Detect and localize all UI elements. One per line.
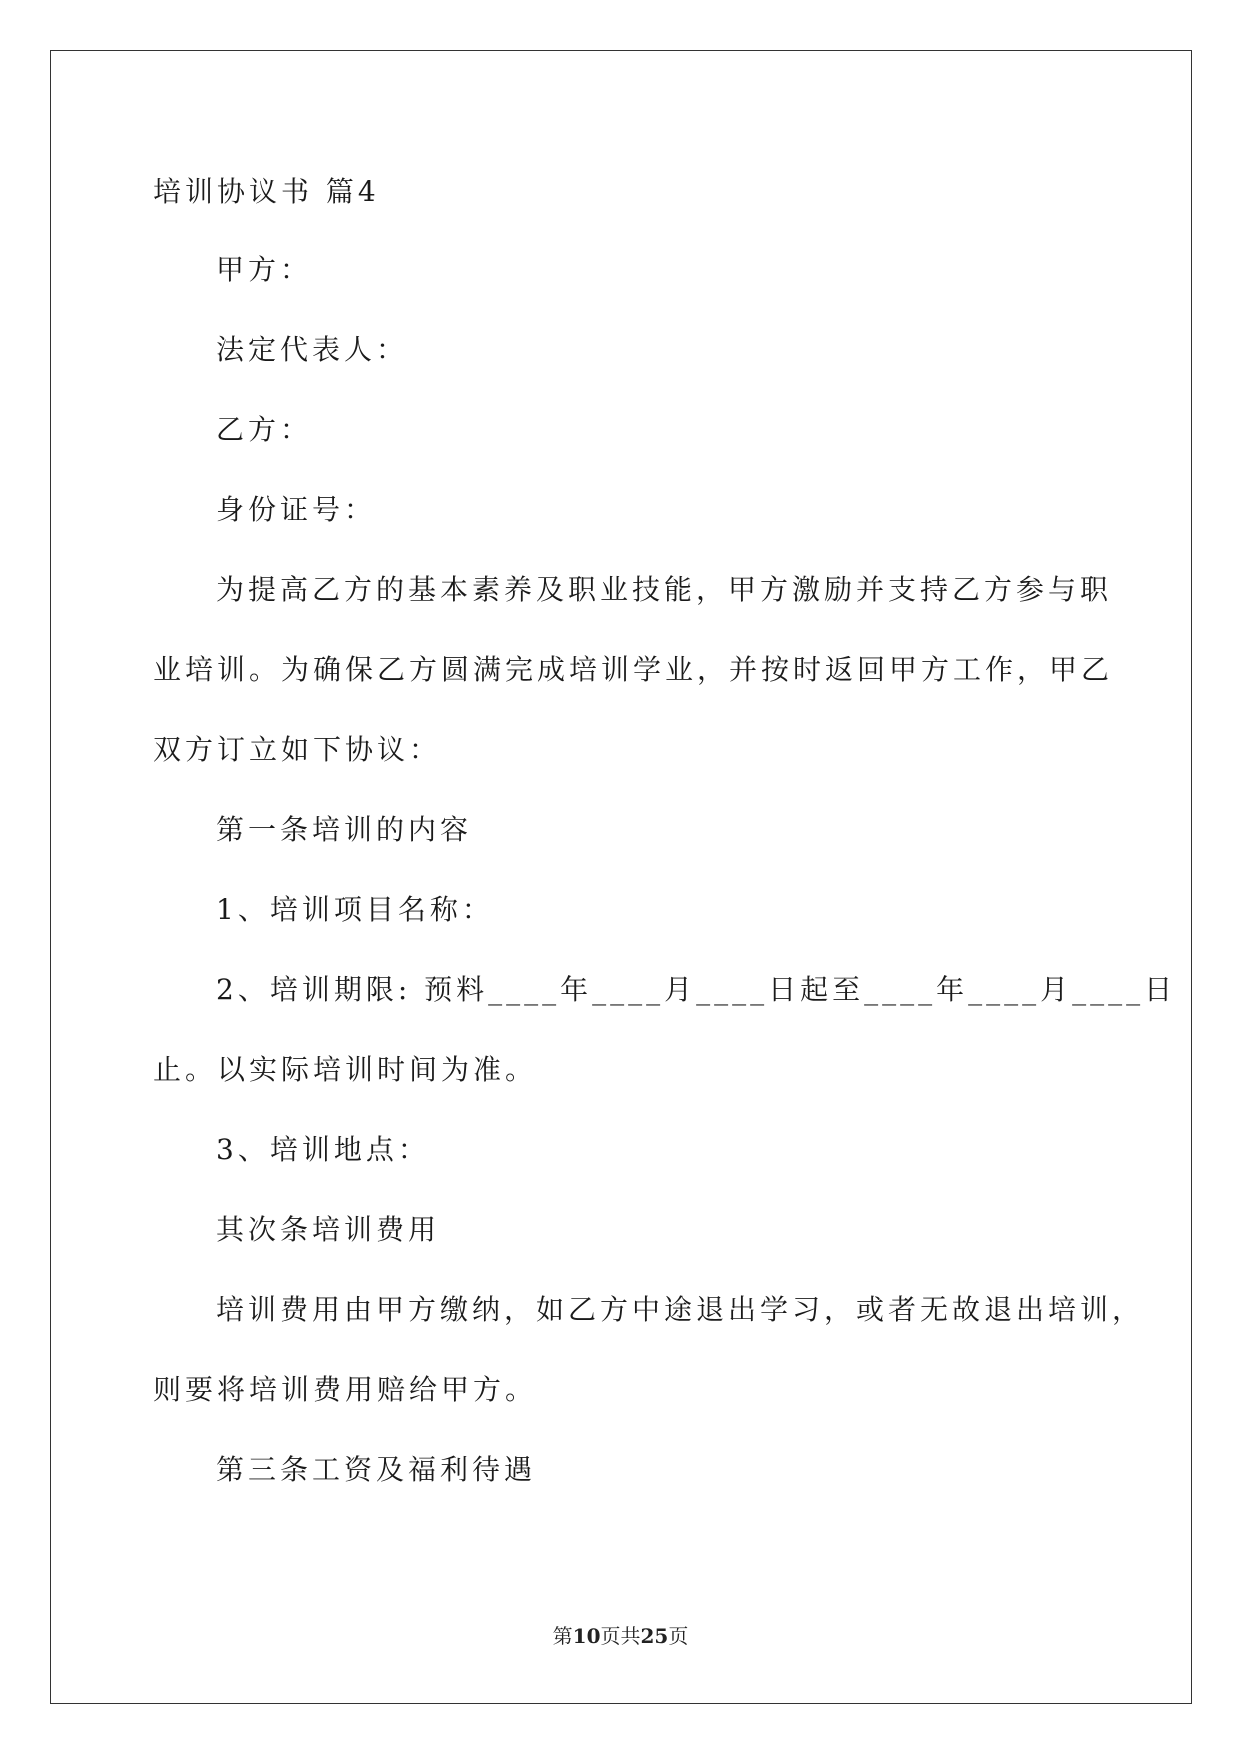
page-footer: [0, 1622, 1241, 1650]
page-prefix: 第: [552, 1624, 573, 1648]
page-current-number: 10: [572, 1624, 601, 1648]
fee-clause-line-1: 培训费用由甲方缴纳，如乙方中途退出学习，或者无故退出培训，: [216, 1293, 1145, 1326]
total-suffix: 页: [668, 1624, 689, 1648]
training-location: 3、培训地点：: [216, 1133, 430, 1166]
article-2-title: 其次条培训费用: [216, 1213, 441, 1246]
party-b-label: 乙方：: [216, 413, 313, 446]
article-1-title: 第一条培训的内容: [216, 813, 473, 846]
training-period-line-1: 2、培训期限: 预料____年____月____日起至____年____月____日: [216, 973, 1177, 1006]
preamble-line-3: 双方订立如下协议：: [153, 733, 442, 766]
total-prefix: 共: [620, 1624, 641, 1648]
page-mid: 页: [600, 1624, 621, 1648]
preamble-line-1: 为提高乙方的基本素养及职业技能，甲方激励并支持乙方参与职: [216, 573, 1113, 606]
preamble-line-2: 业培训。为确保乙方圆满完成培训学业，并按时返回甲方工作，甲乙: [153, 653, 1114, 686]
party-a-label: 甲方：: [216, 253, 313, 286]
document-heading: 培训协议书 篇4: [153, 175, 380, 208]
legal-representative-label: 法定代表人：: [216, 333, 409, 366]
id-number-label: 身份证号：: [216, 493, 377, 526]
article-3-title: 第三条工资及福利待遇: [216, 1453, 537, 1486]
fee-clause-line-2: 则要将培训费用赔给甲方。: [153, 1373, 538, 1406]
page-total-number: 25: [640, 1624, 669, 1648]
training-project-name: 1、培训项目名称：: [216, 893, 494, 926]
training-period-line-2: 止。以实际培训时间为准。: [153, 1053, 538, 1086]
